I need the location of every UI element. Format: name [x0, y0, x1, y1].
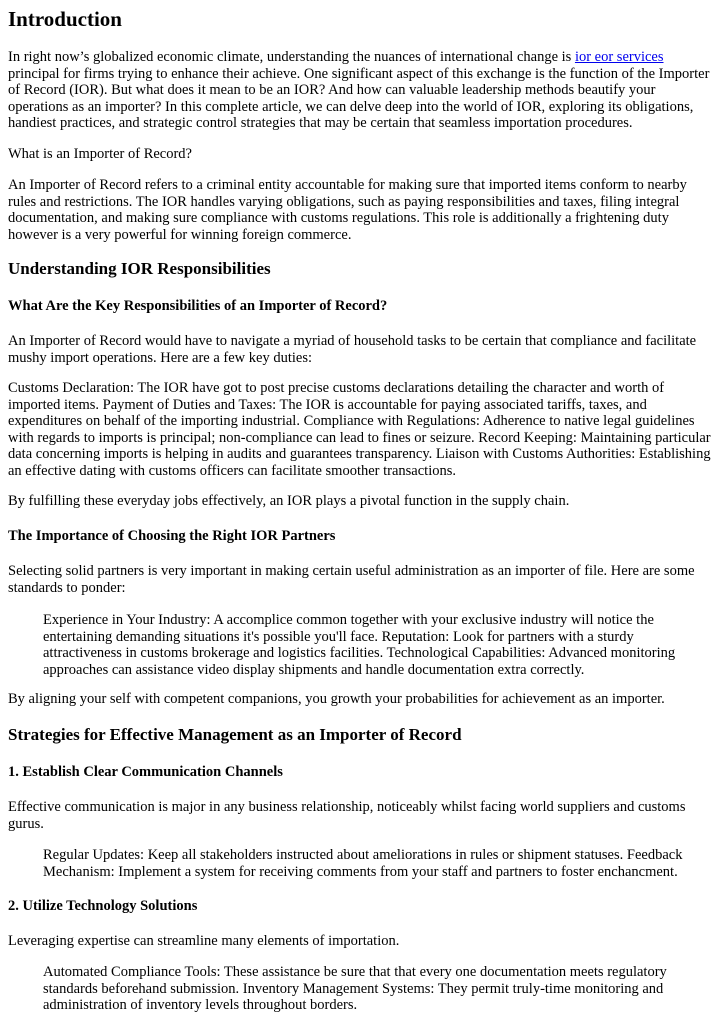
key-intro-paragraph: An Importer of Record would have to navigate a myriad of household tasks to be certain that compliance and facilitate mushy import operations. Here are a few key duties:: [8, 333, 697, 366]
communication-intro-paragraph: Effective communication is major in any business relationship, noticeably whilst facing world suppliers and customs gurus.: [8, 799, 686, 832]
definition-paragraph: An Importer of Record refers to a criminal entity accountable for making sure that imported items conform to nearby rules and restrictions. The IOR handles varying obligations, such as paying responsibilities and taxes, filing integral documentation, and making sure compliance with customs regulations. This role is additionally a frightening duty however is a very powerful for winning foreign commerce.: [8, 177, 687, 243]
partners-intro-paragraph: Selecting solid partners is very important in making certain useful administration as an importer of file. Here are some standards to ponder:: [8, 563, 695, 596]
partners-list-blockquote: Experience in Your Industry: A accomplice common together with your exclusive industry will notice the entertaining demanding situations it's possible you'll face. Reputation: Look for partners with a sturdy attractiveness in customs brokerage and logistics facilities. Technological Capabilities: Advanced monitoring approaches can assistance video display shipments and handle documentation extra correctly.: [43, 612, 676, 678]
fulfilling-paragraph: By fulfilling these everyday jobs effectively, an IOR plays a pivotal function in the supply chain.: [8, 493, 570, 509]
subheading-technology: 2. Utilize Technology Solutions: [8, 898, 198, 914]
subheading-ior-partners: The Importance of Choosing the Right IOR Partners: [8, 528, 336, 544]
technology-intro-paragraph: Leveraging expertise can streamline many elements of importation.: [8, 933, 400, 949]
communication-list-blockquote: Regular Updates: Keep all stakeholders instructed about ameliorations in rules or shipment statuses. Feedback Mechanism: Implement a system for receiving comments from your staff and partners to foster enchancment.: [43, 847, 683, 880]
intro-text-after: principal for firms trying to enhance their achieve. One significant aspect of this exchange is the function of the Importer of Record (IOR). But what does it mean to be an IOR? And how can valuable leadership methods beautify your operations as an importer? In this complete article, we can delve deep into the world of IOR, exploring its obligations, handiest practices, and strategic control strategies that may be certain that seamless importation procedures.: [8, 65, 710, 131]
technology-list-blockquote: Automated Compliance Tools: These assistance be sure that that every one documentation meets regulatory standards beforehand submission. Inventory Management Systems: They permit truly-time monitoring and administration of inventory levels throughout borders.: [43, 964, 667, 1013]
subheading-key-responsibilities: What Are the Key Responsibilities of an Importer of Record?: [8, 298, 388, 314]
aligning-paragraph: By aligning your self with competent companions, you growth your probabilities for achievement as an importer.: [8, 691, 665, 707]
heading-strategies: Strategies for Effective Management as an Importer of Record: [8, 725, 462, 744]
subheading-communication: 1. Establish Clear Communication Channels: [8, 764, 283, 780]
heading-responsibilities: Understanding IOR Responsibilities: [8, 259, 271, 278]
ior-eor-services-link[interactable]: ior eor services: [574, 49, 664, 65]
question-paragraph: What is an Importer of Record?: [8, 146, 192, 162]
intro-text-before: In right now’s globalized economic climate, understanding the nuances of international change is: [8, 49, 575, 65]
intro-paragraph: [8, 49, 714, 132]
heading-introduction: Introduction: [8, 7, 122, 31]
key-duties-paragraph: Customs Declaration: The IOR have got to post precise customs declarations detailing the character and worth of imported items. Payment of Duties and Taxes: The IOR is accountable for paying associated tariffs, taxes, and expenditures on behalf of the importing industrial. Compliance with Regulations: Adherence to native legal guidelines with regards to imports is principal; non-compliance can lead to fines or seizure. Record Keeping: Maintaining particular data concerning imports is helping in audits and guarantees transparency. Liaison with Customs Authorities: Establishing an effective dating with customs officers can facilitate smoother transactions.: [8, 380, 711, 479]
